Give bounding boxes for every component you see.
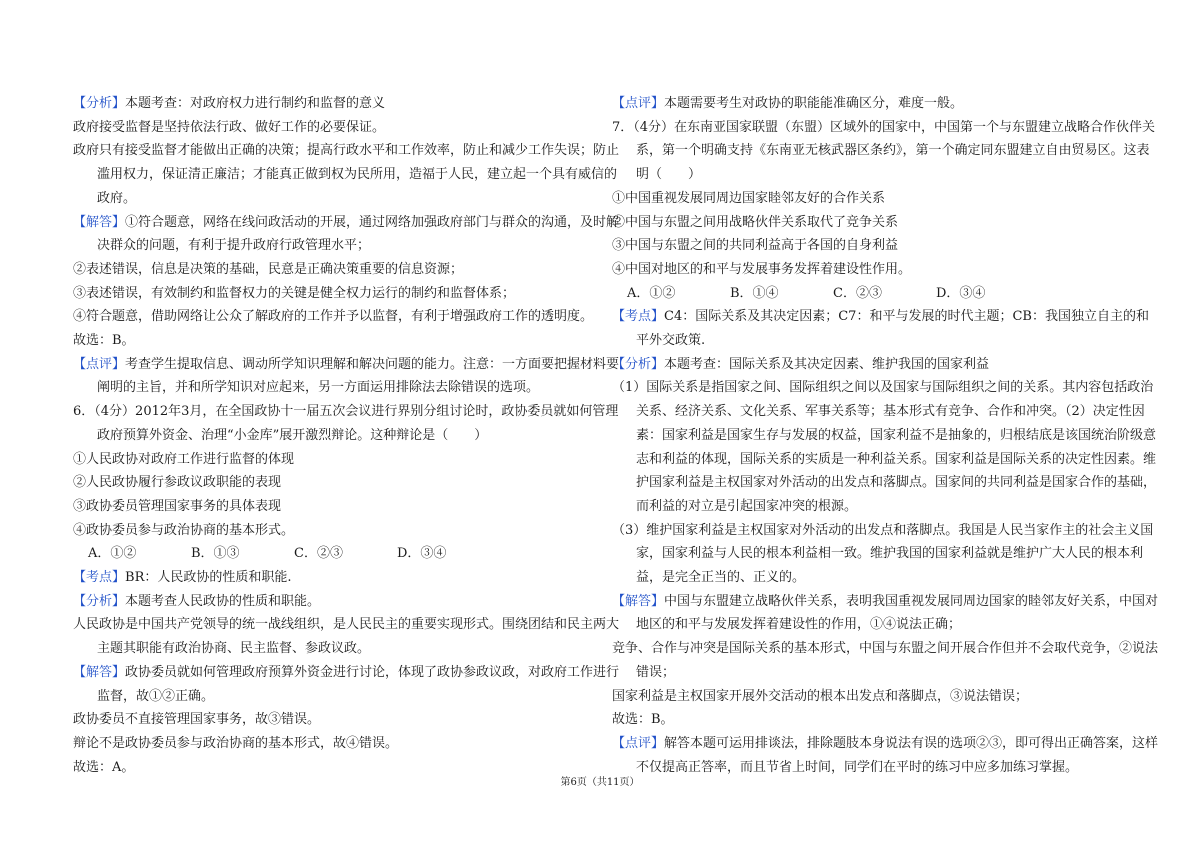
option-b: B．①③: [191, 546, 240, 562]
option-d: D．③④: [397, 546, 447, 562]
solution-line: 【解答】政协委员就如何管理政府预算外资金进行讨论，体现了政协参政议政，对政府工作进行监督，故①②正确。: [73, 664, 620, 704]
text-paragraph: 政府只有接受监督才能做出正确的决策；提高行政水平和工作效率，防止和减少工作失误；防止滥用权力，保证清正廉洁；才能真正做到权为民所用，造福于人民，建立起一个具有威信的政府。: [73, 143, 620, 206]
question-6: 6．（4分）2012年3月，在全国政协十一届五次会议进行界别分组讨论时，政协委员就如何管理政府预算外资金、治理“小金库”展开激烈辩论。这种辩论是（ ）: [73, 404, 619, 443]
option-c: C．②③: [833, 285, 882, 301]
analysis-line: 【分析】本题考查人民政协的性质和职能。: [73, 593, 321, 609]
question-6-options: [73, 542, 621, 566]
question-6-item: ④政协委员参与政治协商的基本形式。: [73, 522, 295, 538]
text-line: 政协委员不直接管理国家事务，故③错误。: [73, 712, 321, 728]
text-paragraph: 竞争、合作与冲突是国际关系的基本形式，中国与东盟之间开展合作但并不会取代竞争，②说法错误；: [612, 641, 1159, 680]
answer-line: 故选：B。: [73, 333, 135, 349]
comment-line: 【点评】解答本题可运用排谈法，排除题肢本身说法有误的选项②③，即可得出正确答案，这样不仅提高正答率，而且节省上时间，同学们在平时的练习中应多加练习掌握。: [612, 735, 1159, 775]
analysis-tag: 【分析】: [73, 96, 126, 111]
question-6-item: ①人民政协对政府工作进行监督的体现: [73, 451, 295, 467]
knowledge-line: 【考点】BR：人民政协的性质和职能.: [73, 570, 292, 586]
text-line: ②表述错误，信息是决策的基础，民意是正确决策重要的信息资源；: [73, 261, 464, 277]
text-line: 辩论不是政协委员参与政治协商的基本形式，故④错误。: [73, 735, 399, 751]
option-a: A．①②: [88, 546, 137, 562]
answer-line: 故选：B。: [612, 712, 674, 728]
solution-line: 【解答】①符合题意，网络在线问政活动的开展，通过网络加强政府部门与群众的沟通，及时解决群众的问题，有利于提升政府行政管理水平；: [73, 214, 620, 254]
text-line: 政府接受监督是坚持依法行政、做好工作的必要保证。: [73, 119, 386, 135]
question-7-item: ④中国对地区的和平与发展事务发挥着建设性作用。: [612, 261, 912, 277]
comment-tag: 【点评】: [73, 356, 126, 372]
question-7-item: ②中国与东盟之间用战略伙伴关系取代了竞争关系: [612, 214, 899, 230]
question-7-item: ①中国重视发展同周边国家睦邻友好的合作关系: [612, 190, 886, 206]
analysis-tag: 【分析】: [73, 593, 126, 609]
analysis-line: 【分析】本题考查：国际关系及其决定因素、维护我国的国家利益: [612, 356, 990, 372]
option-d: D．③④: [936, 285, 986, 301]
question-6-item: ③政协委员管理国家事务的具体表现: [73, 498, 282, 514]
right-column: [612, 92, 1160, 779]
text-line: ③表述错误，有效制约和监督权力的关键是健全权力运行的制约和监督体系；: [73, 285, 516, 301]
option-b: B．①④: [730, 285, 779, 301]
analysis-tag: 【分析】: [612, 356, 665, 372]
knowledge-tag: 【考点】: [73, 570, 126, 586]
page-footer: 第6页（共11页）: [560, 777, 640, 788]
solution-tag: 【解答】: [73, 214, 126, 230]
knowledge-line: 【考点】C4：国际关系及其决定因素；C7：和平与发展的时代主题；CB：我国独立自主的和平外交政策.: [612, 309, 1149, 349]
text-paragraph: 人民政协是中国共产党领导的统一战线组织，是人民民主的重要实现形式。围绕团结和民主两大主题其职能有政治协商、民主监督、参政议政。: [73, 617, 620, 657]
option-c: C．②③: [294, 546, 343, 562]
question-7-item: ③中国与东盟之间的共同利益高于各国的自身利益: [612, 238, 899, 254]
option-a: A．①②: [627, 285, 676, 301]
answer-line: 故选：A。: [73, 759, 135, 775]
comment-line: 【点评】考查学生提取信息、调动所学知识理解和解决问题的能力。注意：一方面要把握材料要阐明的主旨，并和所学知识对应起来，另一方面运用排除法去除错误的选项。: [73, 356, 620, 396]
text-paragraph: （1）国际关系是指国家之间、国际组织之间以及国家与国际组织之间的关系。其内容包括政治关系、经济关系、文化关系、军事关系等；基本形式有竞争、合作和冲突。（2）决定性因素：国家利益是国家生存与发展的权益，国家利益不是抽象的，归根结底是该国统治阶级意志和利益的体现，国际关系的实质是一种利益关系。国家利益是国际关系的决定性因素。维护国家利益是主权国家对外活动的出发点和落脚点。国家间的共同利益是国家合作的基础，而利益的对立是引起国家冲突的根源。: [612, 380, 1157, 514]
question-6-item: ②人民政协履行参政议政职能的表现: [73, 475, 282, 491]
text-line: ④符合题意，借助网络让公众了解政府的工作并予以监督，有利于增强政府工作的透明度。: [73, 309, 594, 325]
comment-line: 【点评】本题需要考生对政协的职能能准确区分，难度一般。: [612, 96, 964, 111]
comment-tag: 【点评】: [612, 735, 665, 751]
left-column: [73, 92, 621, 779]
solution-tag: 【解答】: [612, 593, 665, 609]
analysis-line: 【分析】本题考查：对政府权力进行制约和监督的意义: [73, 96, 386, 111]
question-7-options: [612, 282, 1160, 306]
knowledge-tag: 【考点】: [612, 309, 665, 325]
text-paragraph: （3）维护国家利益是主权国家对外活动的出发点和落脚点。我国是人民当家作主的社会主义国家，国家利益与人民的根本利益相一致。维护我国的国家利益就是维护广大人民的根本利益，是完全正当的、正义的。: [612, 522, 1154, 586]
comment-tag: 【点评】: [612, 96, 665, 111]
solution-tag: 【解答】: [73, 664, 126, 680]
question-7: 7．（4分）在东南亚国家联盟（东盟）区域外的国家中，中国第一个与东盟建立战略合作伙伴关系，第一个明确支持《东南亚无核武器区条约》，第一个确定同东盟建立自由贸易区。这表明（ ）: [612, 119, 1156, 183]
solution-line: 【解答】中国与东盟建立战略伙伴关系，表明我国重视发展同周边国家的睦邻友好关系，中国对地区的和平与发展发挥着建设性的作用，①④说法正确；: [612, 593, 1159, 633]
text-line: 国家利益是主权国家开展外交活动的根本出发点和落脚点，③说法错误；: [612, 688, 1029, 704]
